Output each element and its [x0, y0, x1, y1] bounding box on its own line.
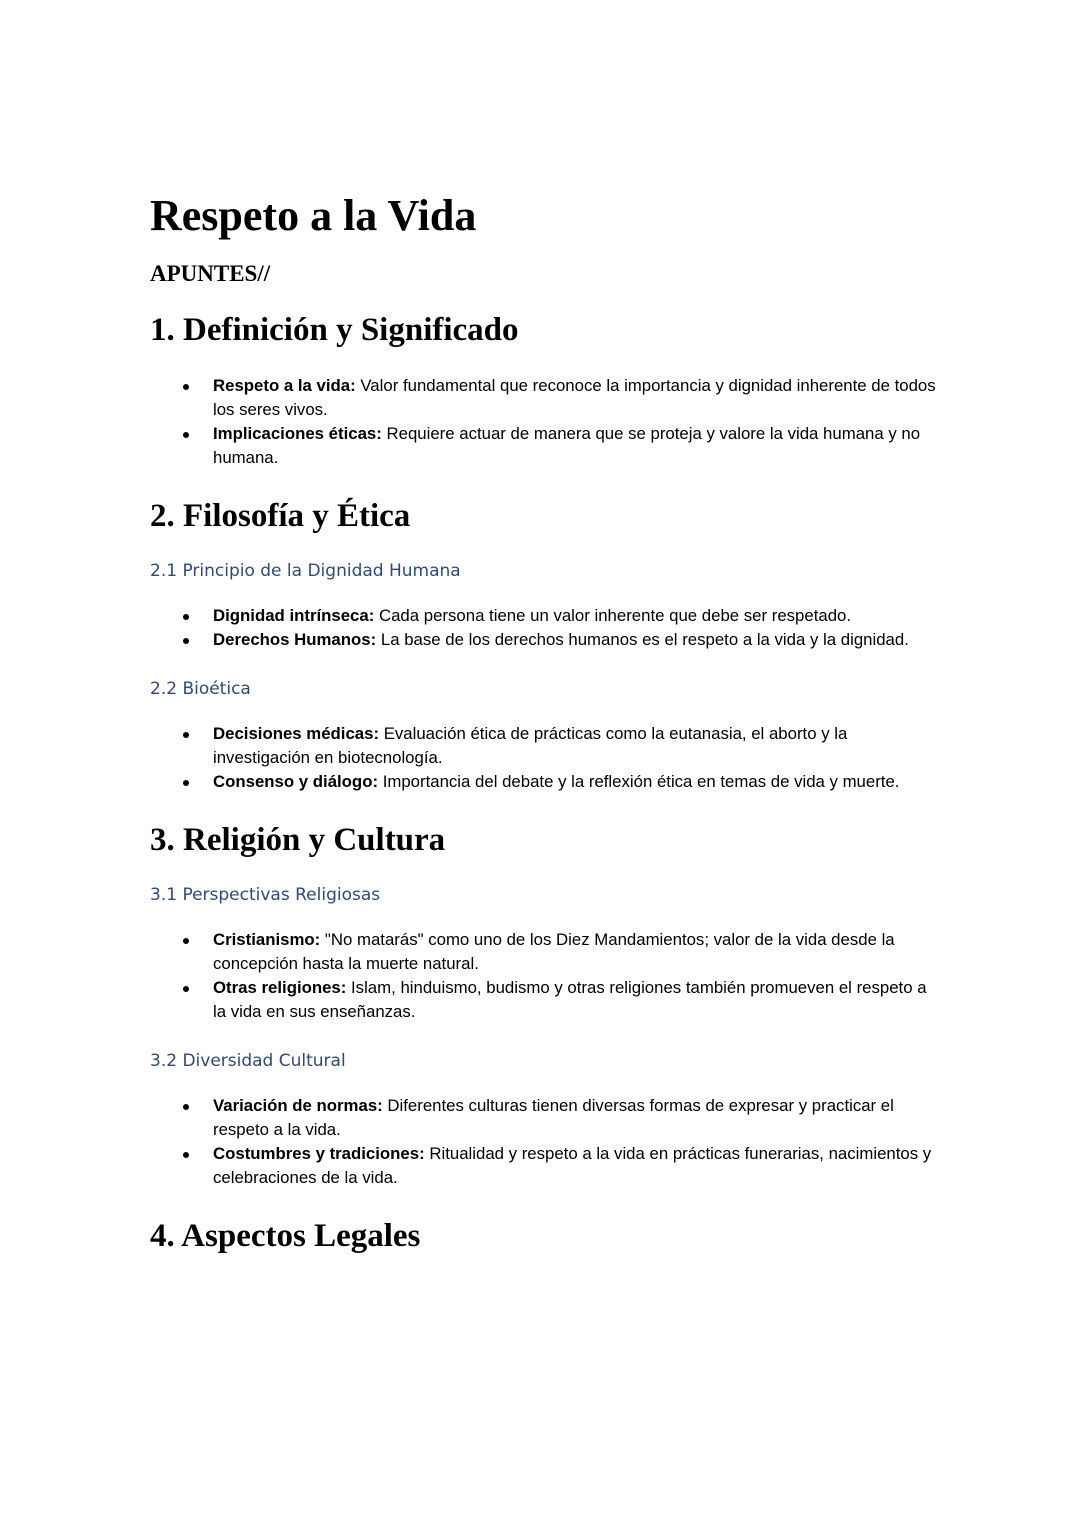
bullet-term: Otras religiones: — [213, 978, 347, 997]
bullet-dot — [183, 614, 189, 620]
bullet-dot — [183, 732, 189, 738]
list-item — [150, 928, 940, 976]
section-heading: 2. Filosofía y Ética — [150, 498, 411, 534]
bullet-term: Dignidad intrínseca: — [213, 606, 375, 625]
bullet-dot — [183, 938, 189, 944]
subsection-heading: 3.1 Perspectivas Religiosas — [150, 885, 381, 905]
list-item — [150, 770, 940, 794]
bullet-list — [150, 374, 940, 470]
bullet-dot — [183, 432, 189, 438]
bullet-list — [150, 1094, 940, 1190]
bullet-term: Derechos Humanos: — [213, 630, 377, 649]
bullet-term: Variación de normas: — [213, 1096, 383, 1115]
bullet-dot — [183, 780, 189, 786]
bullet-dot — [183, 986, 189, 992]
list-item — [150, 628, 940, 652]
bullet-dot — [183, 1104, 189, 1110]
bullet-text: Ritualidad y respeto a la vida en prácticas funerarias, nacimientos y celebraciones de la vida. — [213, 1144, 932, 1187]
bullet-list — [150, 928, 940, 1024]
list-item — [150, 722, 940, 770]
bullet-term: Respeto a la vida: — [213, 376, 356, 395]
subsection-heading: 2.1 Principio de la Dignidad Humana — [150, 561, 461, 581]
list-item — [150, 976, 940, 1024]
bullet-text: "No matarás" como uno de los Diez Mandamientos; valor de la vida desde la concepción hasta la muerte natural. — [213, 930, 895, 973]
bullet-text: Evaluación ética de prácticas como la eutanasia, el aborto y la investigación en biotecnología. — [213, 724, 848, 767]
bullet-text: Diferentes culturas tienen diversas formas de expresar y practicar el respeto a la vida. — [213, 1096, 894, 1139]
bullet-list — [150, 604, 940, 652]
bullet-text: Importancia del debate y la reflexión ética en temas de vida y muerte. — [378, 772, 900, 791]
bullet-text: Cada persona tiene un valor inherente que debe ser respetado. — [374, 606, 852, 625]
list-item — [150, 1142, 940, 1190]
bullet-term: Implicaciones éticas: — [213, 424, 382, 443]
bullet-term: Cristianismo: — [213, 930, 321, 949]
list-item — [150, 422, 940, 470]
list-item — [150, 1094, 940, 1142]
bullet-term: Costumbres y tradiciones: — [213, 1144, 425, 1163]
list-item — [150, 374, 940, 422]
bullet-text: La base de los derechos humanos es el respeto a la vida y la dignidad. — [376, 630, 909, 649]
list-item — [150, 604, 940, 628]
bullet-dot — [183, 384, 189, 390]
section-heading: 1. Definición y Significado — [150, 312, 519, 348]
bullet-text: Islam, hinduismo, budismo y otras religiones también promueven el respeto a la vida en sus enseñanzas. — [213, 978, 927, 1021]
bullet-text: Valor fundamental que reconoce la importancia y dignidad inherente de todos los seres vivos. — [213, 376, 936, 419]
subsection-heading: 2.2 Bioética — [150, 679, 251, 699]
bullet-dot — [183, 638, 189, 644]
bullet-dot — [183, 1152, 189, 1158]
bullet-text: Requiere actuar de manera que se proteja y valore la vida humana y no humana. — [213, 424, 921, 467]
document-title: Respeto a la Vida — [150, 191, 477, 240]
subsection-heading: 3.2 Diversidad Cultural — [150, 1051, 346, 1071]
bullet-list — [150, 722, 940, 794]
bullet-term: Decisiones médicas: — [213, 724, 380, 743]
document-subtitle: APUNTES// — [150, 261, 271, 286]
document-content — [150, 190, 940, 1280]
section-heading: 4. Aspectos Legales — [150, 1218, 421, 1254]
section-heading: 3. Religión y Cultura — [150, 822, 446, 858]
bullet-term: Consenso y diálogo: — [213, 772, 379, 791]
